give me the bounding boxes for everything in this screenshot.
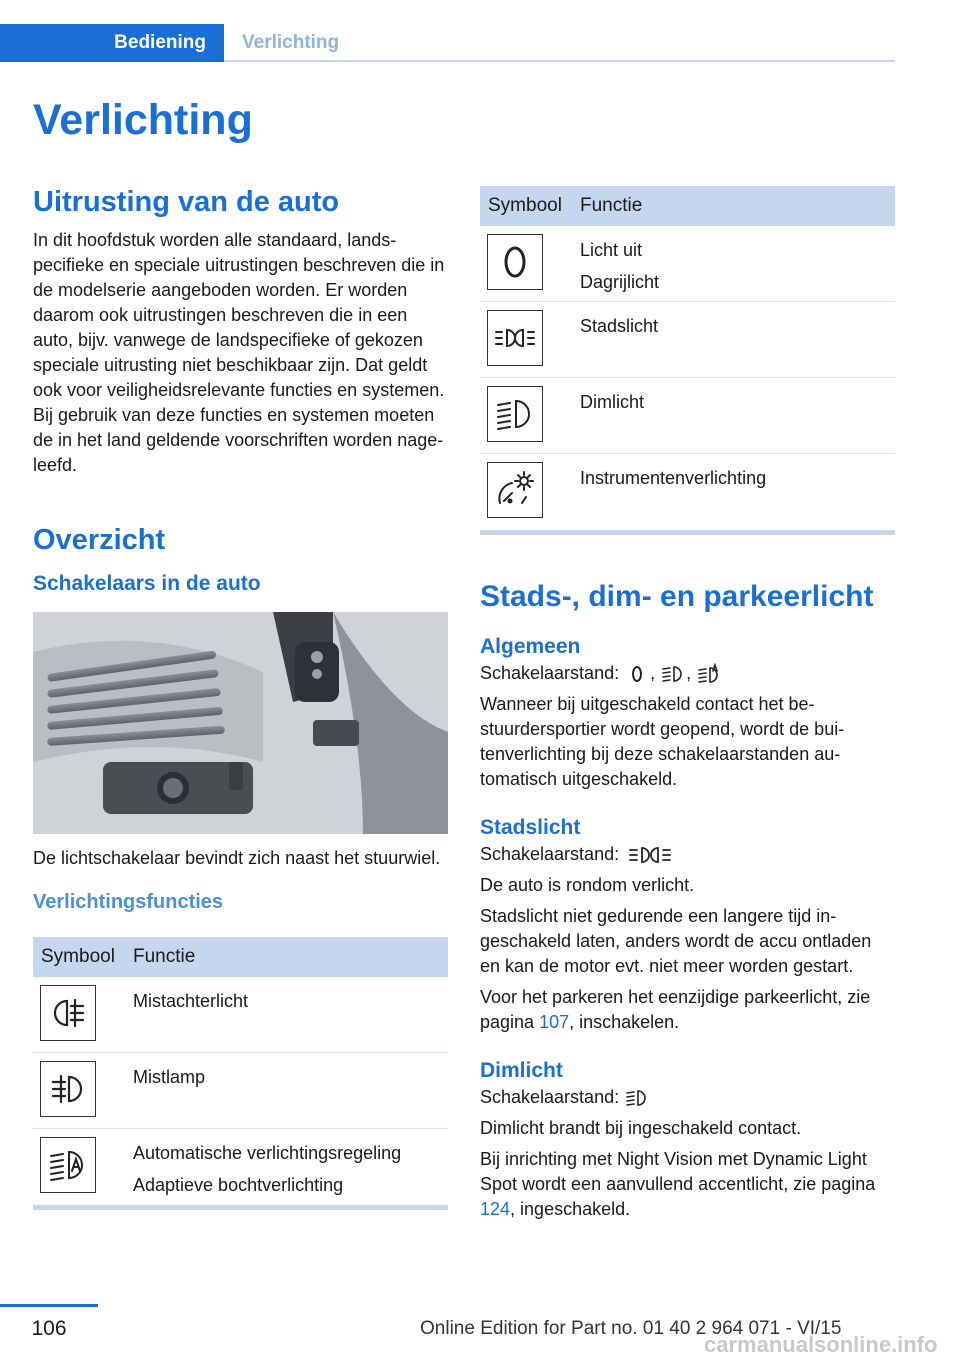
switch-label: Schakelaarstand: — [480, 663, 620, 683]
table-row — [480, 378, 895, 454]
switch-label: Schakelaarstand: — [480, 1087, 620, 1107]
low-beam-icon — [624, 1087, 650, 1109]
function-label: Stadslicht — [580, 316, 659, 336]
table-header — [33, 937, 448, 977]
lowbeam-switch-line — [480, 1085, 895, 1110]
light-off-zero-icon — [487, 234, 543, 290]
edition-text: Online Edition for Part no. 01 40 2 964 071 - VI/15 — [420, 1318, 842, 1339]
function-label: Mistlamp — [133, 1067, 206, 1087]
page-title: Verlichting — [33, 96, 253, 144]
lowbeam-paragraph-2 — [480, 1147, 895, 1222]
parking-paragraph-2: Stadslicht niet gedurende een langere tijd ingeschakeld laten, anders wordt de accu ontladen en kan de motor evt. niet meer worden gestart. — [480, 906, 872, 976]
auto-headlight-icon — [696, 663, 722, 685]
lowbeam-paragraph-1: Dimlicht brandt bij ingeschakeld contact. — [480, 1118, 802, 1138]
function-label: Automatische verlichtingsregeling — [133, 1143, 402, 1163]
watermark: carmanualsonline.info — [704, 1332, 938, 1357]
section-title-lights: Stads-, dim- en parkeerlicht — [480, 580, 874, 613]
page-link-107[interactable]: 107 — [539, 1012, 570, 1032]
low-beam-icon — [487, 386, 543, 442]
header-symbol: Symbool — [41, 946, 115, 967]
general-switch-line: Schakelaarstand: , , — [480, 661, 895, 686]
table-row — [480, 302, 895, 378]
paragraph-text: , inschakelen. — [569, 1012, 680, 1032]
function-label: Adaptieve bochtverlichting — [133, 1175, 344, 1195]
table-row — [33, 977, 448, 1053]
low-beam-icon — [660, 663, 686, 685]
subsection-title-functions: Verlichtingsfuncties — [33, 891, 224, 913]
light-off-zero-icon — [624, 663, 650, 685]
auto-headlight-icon — [40, 1137, 96, 1193]
header-function: Functie — [133, 946, 196, 967]
function-label: Dimlicht — [580, 392, 645, 412]
parking-switch-line — [480, 842, 895, 867]
paragraph-text: Bij inrichting met Night Vision met Dynamic Light Spot wordt een aanvullend accentlicht, zie pagina — [480, 1149, 876, 1194]
header-function: Functie — [580, 195, 643, 216]
functions-table-right — [480, 186, 895, 535]
section-title-overview: Overzicht — [33, 524, 166, 556]
subsection-title-lowbeam: Dimlicht — [480, 1059, 563, 1082]
parking-light-icon — [487, 310, 543, 366]
section-title-equipment: Uitrusting van de auto — [33, 186, 340, 218]
paragraph-text: , ingeschakeld. — [510, 1199, 631, 1219]
subsection-title-switches: Schakelaars in de auto — [33, 572, 261, 595]
table-row — [33, 1129, 448, 1205]
instrument-lighting-icon — [487, 462, 543, 518]
parking-light-icon — [624, 844, 676, 866]
function-label: Dagrijlicht — [580, 272, 660, 292]
header-symbol: Symbool — [488, 195, 562, 216]
function-label: Licht uit — [580, 240, 643, 260]
table-row — [480, 454, 895, 530]
parking-paragraph-3 — [480, 985, 895, 1035]
table-header — [480, 186, 895, 226]
subsection-title-general: Algemeen — [480, 635, 581, 658]
footer-rule — [0, 1304, 98, 1307]
parking-paragraph-1: De auto is rondom verlicht. — [480, 875, 695, 895]
left-column — [33, 182, 448, 1210]
function-label: Instrumentenverlichting — [580, 468, 767, 488]
rear-fog-light-icon — [40, 985, 96, 1041]
general-paragraph: Wanneer bij uitgeschakeld contact het bestuurdersportier wordt geopend, wordt de buitenverlichting bij deze schakelaarstanden automatisch uitgeschakeld. — [480, 694, 845, 789]
right-column — [480, 186, 895, 1222]
switch-label: Schakelaarstand: — [480, 844, 620, 864]
photo-caption: De lichtschakelaar bevindt zich naast het stuurwiel. — [33, 848, 441, 868]
tab-bediening[interactable]: Bediening — [0, 24, 224, 62]
function-label: Mistachterlicht — [133, 991, 249, 1011]
functions-table-left — [33, 937, 448, 1210]
tab-verlichting[interactable]: Verlichting — [242, 32, 340, 53]
equipment-paragraph: In dit hoofdstuk worden alle standaard, landspecifieke en speciale uitrustingen beschreven die in de modelserie aangeboden worden. Er worden daarom ook uitrustingen beschreven die in een auto, bijv. vanwege de landspecifieke of gekozen speciale uitrusting niet beschikbaar zijn. Dat geldt ook voor veiligheidsrelevante functies en systemen. Bij gebruik van deze functies en systemen moeten de in het land geldende voorschriften worden nageleefd. — [33, 230, 445, 475]
front-fog-light-icon — [40, 1061, 96, 1117]
page-link-124[interactable]: 124 — [480, 1199, 511, 1219]
table-row — [480, 226, 895, 302]
subsection-title-parking: Stadslicht — [480, 816, 581, 839]
page-number: 106 — [31, 1317, 67, 1340]
dashboard-illustration — [33, 612, 448, 834]
header-tabbar — [0, 24, 895, 62]
table-row — [33, 1053, 448, 1129]
paragraph-text: Voor het parkeren het eenzijdige parkeerlicht, zie pagina — [480, 987, 871, 1032]
light-switch-photo — [33, 612, 448, 834]
